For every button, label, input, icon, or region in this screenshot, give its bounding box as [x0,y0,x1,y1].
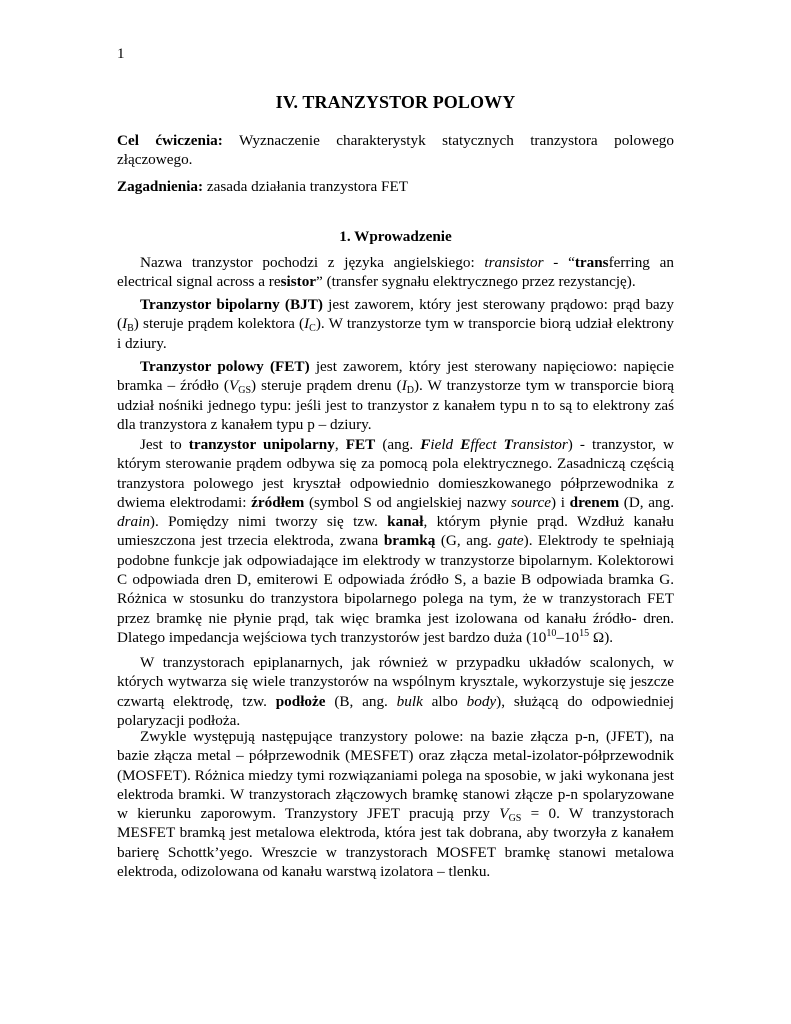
paragraph-name-origin [117,253,674,292]
text-bold: kanał [387,513,424,531]
text: W tranzystorach epiplanarnych, jak również w przypadku układów scalonych, w których wytwarza się wiele tranzystorów na wspólnym krysztale, wykorzystuje się jeszcze czwartą elektrodę, tzw. [117,654,674,710]
symbol-italic: V [499,805,509,823]
text: ” (transfer sygnału elektrycznego przez rezystancję). [316,273,636,291]
subscript: C [309,323,316,335]
text: ferring an electrical signal across a re [117,254,674,291]
symbol-italic: V [228,377,239,395]
text-italic: gate [497,532,524,550]
subscript: GS [508,813,522,825]
text-italic: body [466,692,497,710]
paragraph-substrate [117,653,674,730]
text-bold: tranzystor unipolarny [188,436,335,453]
text: (ang. [375,436,421,453]
superscript: 10 [546,627,557,639]
text: (D, ang. [619,493,674,511]
text-italic: ransistor [512,436,568,453]
text: jest zaworem, który jest sterowany prądowo: prąd bazy ( [117,296,674,333]
section-heading: 1. Wprowadzenie [339,228,452,245]
superscript: 15 [579,627,590,639]
text-bold: podłoże [275,692,326,710]
text: ) - tranzystor, w którym sterowanie prądem odbywa się za pomocą pola elektrycznego. Zasadniczą częścią tranzystora polowego jest kryształ odpowiednio domieszkowanego półprzewodnika z dwiema elektrodami: [117,436,675,511]
text-bold-italic: F [420,436,431,453]
text-bold: Tranzystor bipolarny (BJT) [140,296,323,313]
text-bold: Tranzystor polowy (FET) [140,358,310,375]
text: ) i [551,493,570,511]
goal-paragraph [117,131,674,170]
text: ) steruje prądem drenu ( [251,377,402,395]
subscript: D [406,385,414,397]
subscript: B [127,323,134,335]
text-italic: source [511,493,552,511]
text: ), służącą do odpowiedniej polaryzacji podłoża. [117,692,675,729]
goal-label: Cel ćwiczenia: [117,132,223,149]
text: ). W tranzystorze tym w transporcie biorą udział nośniki jednego typu: jeśli jest to tranzystor z kanałem typu n to są to elektrony zaś dla tranzystora z kanałem typu p – dziury. [117,377,675,433]
text: –10 [556,628,580,646]
text: (symbol S od angielskiej nazwy [304,493,512,511]
topics-text: zasada działania tranzystora FET [206,178,409,195]
paragraph-fet-types [117,727,674,881]
text-italic: bulk [396,692,423,710]
text-italic: transistor [484,254,544,271]
text-bold: sistor [280,273,317,291]
page-number: 1 [117,46,125,62]
page-title: IV. TRANZYSTOR POLOWY [275,92,516,112]
text-bold: FET [345,436,376,453]
text-italic: ffect [470,436,504,453]
topics-label: Zagadnienia: [117,178,204,195]
text-bold: drenem [569,493,620,511]
text-italic: ield [430,436,461,453]
text: (G, ang. [435,532,498,550]
text: ). W tranzystorze tym w transporcie biorą udział elektrony i dziury. [117,315,674,352]
text: ). Pomiędzy nimi tworzy się tzw. [149,513,388,531]
text-bold-italic: T [503,436,513,453]
text: Ω). [589,628,614,646]
subscript: GS [238,385,252,397]
paragraph-unipolar [117,435,674,647]
text: jest zaworem, który jest sterowany napięciowo: napięcie bramka – źródło ( [117,358,674,395]
text-bold: źródłem [251,493,305,511]
symbol-italic: I [304,315,310,333]
text: Zwykle występują następujące tranzystory polowe: na bazie złącza p-n, (JFET), na bazie złącza metal – półprzewodnik (MESFET) oraz złącza metal-izolator-półprzewodnik (MOSFET). Różnica miedzy tymi rozwiązaniami polega na sposobie, w jaki wykonana jest elektroda bramki. W tranzystorach złączowych bramkę stanowi złącze p-n spolaryzowane w kierunku zaporowym. Tranzystory JFET pracują przy [117,728,674,823]
paragraph-fet [117,357,674,434]
text-bold-italic: E [460,436,471,453]
text: , którym płynie prąd. Wzdłuż kanału umieszczona jest trzecia elektroda, zwana [117,513,674,550]
text: - “ [543,254,575,271]
text: (B, ang. [325,692,397,710]
text-bold: trans [574,254,609,271]
symbol-italic: I [122,315,128,333]
text: Nazwa tranzystor pochodzi z języka angielskiego: [140,254,485,271]
symbol-italic: I [401,377,407,395]
text: ) steruje prądem kolektora ( [133,315,305,333]
text-bold: bramką [383,532,436,550]
text: , [334,436,346,453]
goal-text: Wyznaczenie charakterystyk statycznych tranzystora polowego złączowego. [117,132,674,169]
text: = 0. W tranzystorach MESFET bramką jest metalowa elektroda, która jest tak dobrana, aby tworzyła z kanałem barierę Schottk’yego. Wreszcie w tranzystorach MOSFET bramkę stanowi metalowa elektroda, odizolowana od kanału warstwą izolatora – tlenku. [117,805,675,881]
text-italic: drain [117,513,150,531]
topics-paragraph [117,177,674,196]
text: ). Elektrody te spełniają podobne funkcje jak odpowiadające im elektrody w tranzystorze bipolarnym. Kolektorowi C odpowiada dren D, emiterowi E odpowiada źródło S, a bazie B odpowiada bramka G. Różnica w stosunku do tranzystora bipolarnego polega na tym, że w tranzystorach FET przez bramkę nie płynie prąd, tak więc bramka jest izolowana od kanału źródło- dren. Dlatego impedancja wejściowa tych tranzystorów jest bardzo duża (10 [117,532,674,646]
paragraph-bjt [117,295,674,353]
text: albo [422,692,467,710]
text: Jest to [140,436,189,453]
